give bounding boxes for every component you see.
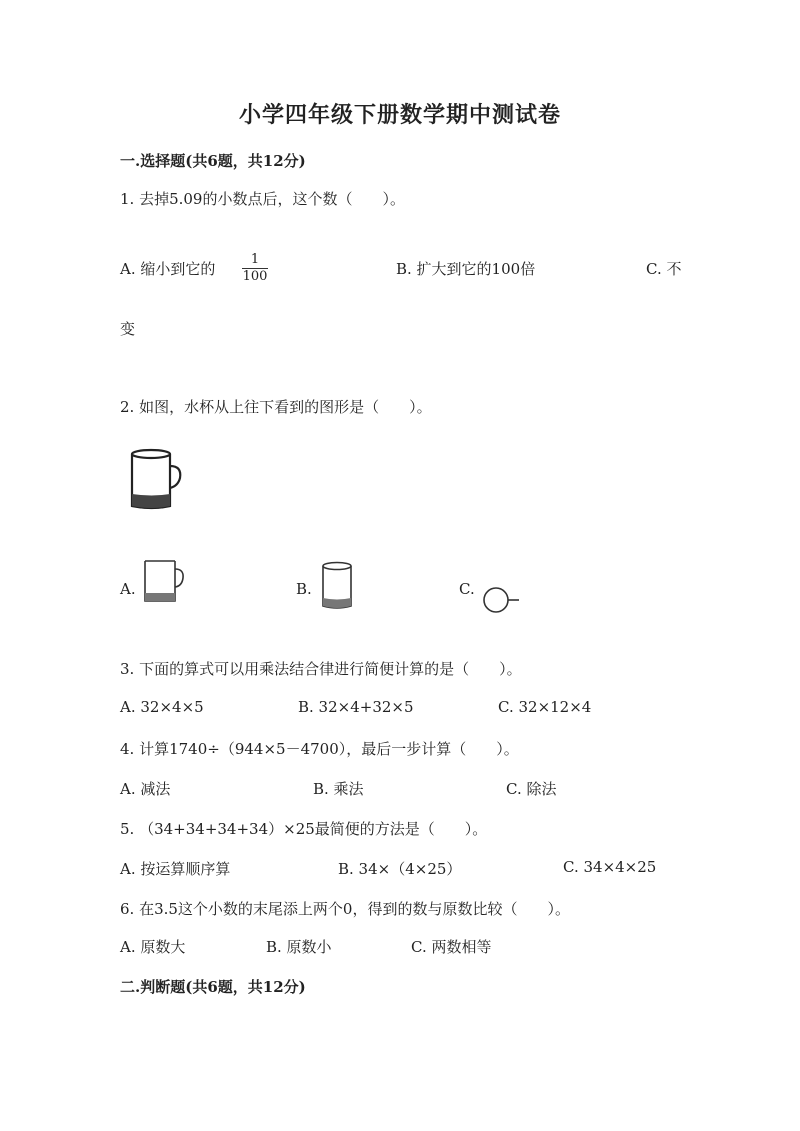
question-4-option-c: C. 除法 (506, 780, 557, 798)
section-heading-choice: 一.选择题(共6题，共12分) (120, 152, 306, 170)
cup-figure (128, 448, 184, 512)
section-heading-judgment: 二.判断题(共6题，共12分) (120, 978, 306, 996)
page-title: 小学四年级下册数学期中测试卷 (238, 102, 561, 128)
question-3-option-a: A. 32×4×5 (120, 698, 204, 716)
fraction-numerator: 1 (250, 252, 260, 267)
question-2-option-b: B. (296, 580, 312, 598)
question-1-option-c: C. 不 (646, 260, 682, 278)
question-5-option-c: C. 34×4×25 (563, 858, 657, 876)
question-1-text: 1. 去掉5.09的小数点后，这个数（ ）。 (120, 190, 405, 208)
question-1-option-a: A. 缩小到它的 (120, 260, 216, 278)
question-1-option-b: B. 扩大到它的100倍 (396, 260, 536, 278)
circle-top-view-icon (482, 586, 522, 614)
question-4-text: 4. 计算1740÷（944×5－4700），最后一步计算（ ）。 (120, 740, 519, 758)
question-6-option-c: C. 两数相等 (411, 938, 492, 956)
question-1-option-c-wrap: 变 (120, 320, 136, 338)
question-2-option-a: A. (120, 580, 136, 598)
question-5-option-a: A. 按运算顺序算 (120, 860, 231, 878)
cylinder-view-icon (320, 560, 354, 612)
question-6-option-a: A. 原数大 (120, 938, 186, 956)
question-4-option-b: B. 乘法 (313, 780, 364, 798)
question-5-option-b: B. 34×（4×25） (338, 860, 462, 878)
fraction-denominator: 100 (242, 268, 268, 284)
fraction-one-hundredth (242, 248, 268, 283)
question-3-option-b: B. 32×4+32×5 (298, 698, 414, 716)
cup-side-view-icon (142, 556, 188, 606)
question-3-text: 3. 下面的算式可以用乘法结合律进行简便计算的是（ ）。 (120, 660, 522, 678)
question-6-option-b: B. 原数小 (266, 938, 332, 956)
question-2-text: 2. 如图，水杯从上往下看到的图形是（ ）。 (120, 398, 432, 416)
question-4-option-a: A. 减法 (120, 780, 171, 798)
question-5-text: 5. （34+34+34+34）×25最简便的方法是（ ）。 (120, 820, 488, 838)
question-6-text: 6. 在3.5这个小数的末尾添上两个0，得到的数与原数比较（ ）。 (120, 900, 570, 918)
question-2-option-c: C. (459, 580, 475, 598)
question-3-option-c: C. 32×12×4 (498, 698, 592, 716)
